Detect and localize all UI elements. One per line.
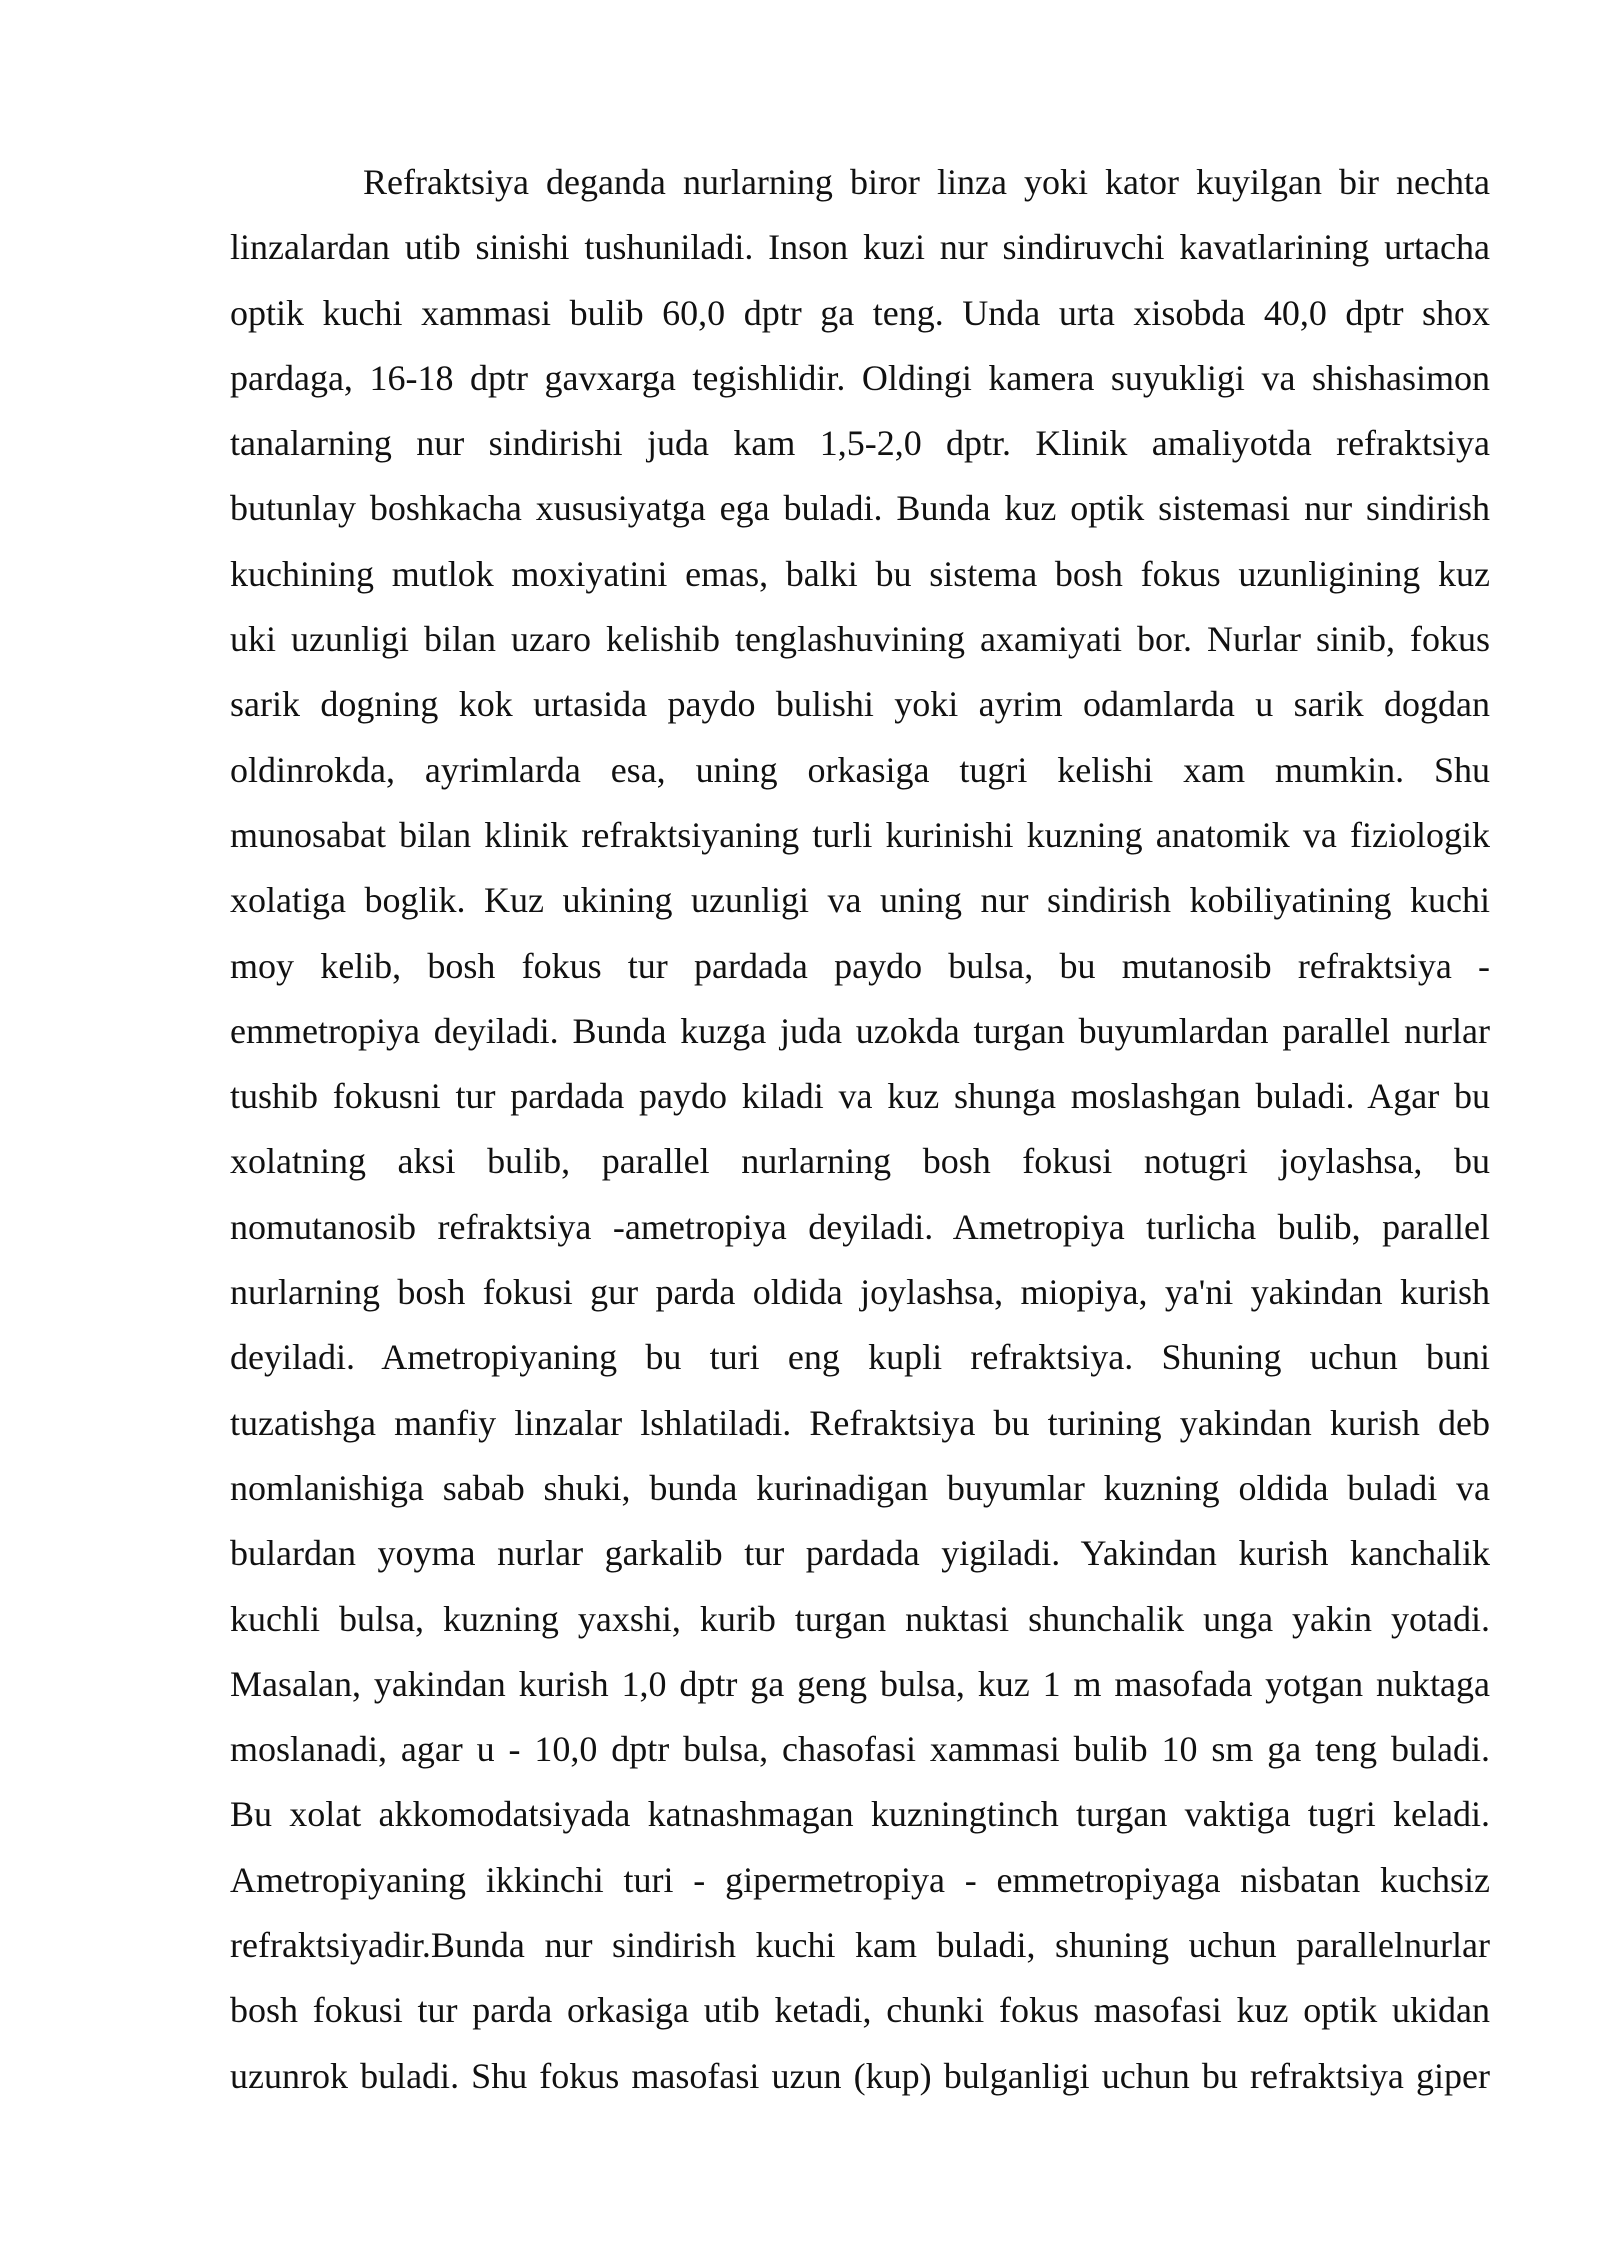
text-line: uki uzunligi bilan uzaro kelishib tenglashuvining axamiyati bor. Nurlar sinib, fokus <box>230 619 1490 660</box>
text-line: Masalan, yakindan kurish 1,0 dptr ga geng bulsa, kuz 1 m masofada yotgan nuktaga <box>230 1663 1490 1704</box>
text-line: linzalardan utib sinishi tushuniladi. Inson kuzi nur sindiruvchi kavatlarining urtacha <box>230 227 1490 268</box>
text-line: bulardan yoyma nurlar garkalib tur pardada yigiladi. Yakindan kurish kanchalik <box>230 1533 1490 1574</box>
text-line: pardaga, 16-18 dptr gavxarga tegishlidir. Oldingi kamera suyukligi va shishasimon <box>230 357 1490 398</box>
text-line: Ametropiyaning ikkinchi turi - gipermetropiya - emmetropiyaga nisbatan kuchsiz <box>230 1859 1490 1900</box>
text-line: emmetropiya deyiladi. Bunda kuzga juda uzokda turgan buyumlardan parallel nurlar <box>230 1010 1490 1051</box>
text-line: nurlarning bosh fokusi gur parda oldida joylashsa, miopiya, ya'ni yakindan kurish <box>230 1272 1490 1313</box>
text-line: sarik dogning kok urtasida paydo bulishi yoki ayrim odamlarda u sarik dogdan <box>230 684 1490 725</box>
text-line: xolatiga boglik. Kuz ukining uzunligi va uning nur sindirish kobiliyatining kuchi <box>230 880 1490 921</box>
text-line: kuchining mutlok moxiyatini emas, balki bu sistema bosh fokus uzunligining kuz <box>230 553 1490 594</box>
text-line: Bu xolat akkomodatsiyada katnashmagan kuzningtinch turgan vaktiga tugri keladi. <box>230 1794 1490 1835</box>
text-line: butunlay boshkacha xususiyatga ega buladi. Bunda kuz optik sistemasi nur sindirish <box>230 488 1490 529</box>
text-line: munosabat bilan klinik refraktsiyaning turli kurinishi kuzning anatomik va fiziologik <box>230 814 1490 855</box>
text-line: moy kelib, bosh fokus tur pardada paydo bulsa, bu mutanosib refraktsiya - <box>230 945 1490 986</box>
body-paragraph <box>230 150 1490 2109</box>
text-line: optik kuchi xammasi bulib 60,0 dptr ga teng. Unda urta xisobda 40,0 dptr shox <box>230 292 1490 333</box>
text-line: nomutanosib refraktsiya -ametropiya deyiladi. Ametropiya turlicha bulib, parallel <box>230 1206 1490 1247</box>
text-line: tuzatishga manfiy linzalar lshlatiladi. Refraktsiya bu turining yakindan kurish deb <box>230 1402 1490 1443</box>
text-line: kuchli bulsa, kuzning yaxshi, kurib turgan nuktasi shunchalik unga yakin yotadi. <box>230 1598 1490 1639</box>
text-line: bosh fokusi tur parda orkasiga utib ketadi, chunki fokus masofasi kuz optik ukidan <box>230 1990 1490 2031</box>
text-line: tanalarning nur sindirishi juda kam 1,5-2,0 dptr. Klinik amaliyotda refraktsiya <box>230 423 1490 464</box>
text-line: tushib fokusni tur pardada paydo kiladi va kuz shunga moslashgan buladi. Agar bu <box>230 1076 1490 1117</box>
text-line: deyiladi. Ametropiyaning bu turi eng kupli refraktsiya. Shuning uchun buni <box>230 1337 1490 1378</box>
text-line: uzunrok buladi. Shu fokus masofasi uzun (kup) bulganligi uchun bu refraktsiya giper <box>230 2055 1490 2096</box>
text-line: xolatning aksi bulib, parallel nurlarning bosh fokusi notugri joylashsa, bu <box>230 1141 1490 1182</box>
text-line: moslanadi, agar u - 10,0 dptr bulsa, chasofasi xammasi bulib 10 sm ga teng buladi. <box>230 1729 1490 1770</box>
text-line: oldinrokda, ayrimlarda esa, uning orkasiga tugri kelishi xam mumkin. Shu <box>230 749 1490 790</box>
text-line: nomlanishiga sabab shuki, bunda kurinadigan buyumlar kuzning oldida buladi va <box>230 1467 1490 1508</box>
text-line: Refraktsiya deganda nurlarning biror linza yoki kator kuyilgan bir nechta <box>363 162 1490 202</box>
text-line: refraktsiyadir.Bunda nur sindirish kuchi kam buladi, shuning uchun parallelnurlar <box>230 1925 1490 1966</box>
